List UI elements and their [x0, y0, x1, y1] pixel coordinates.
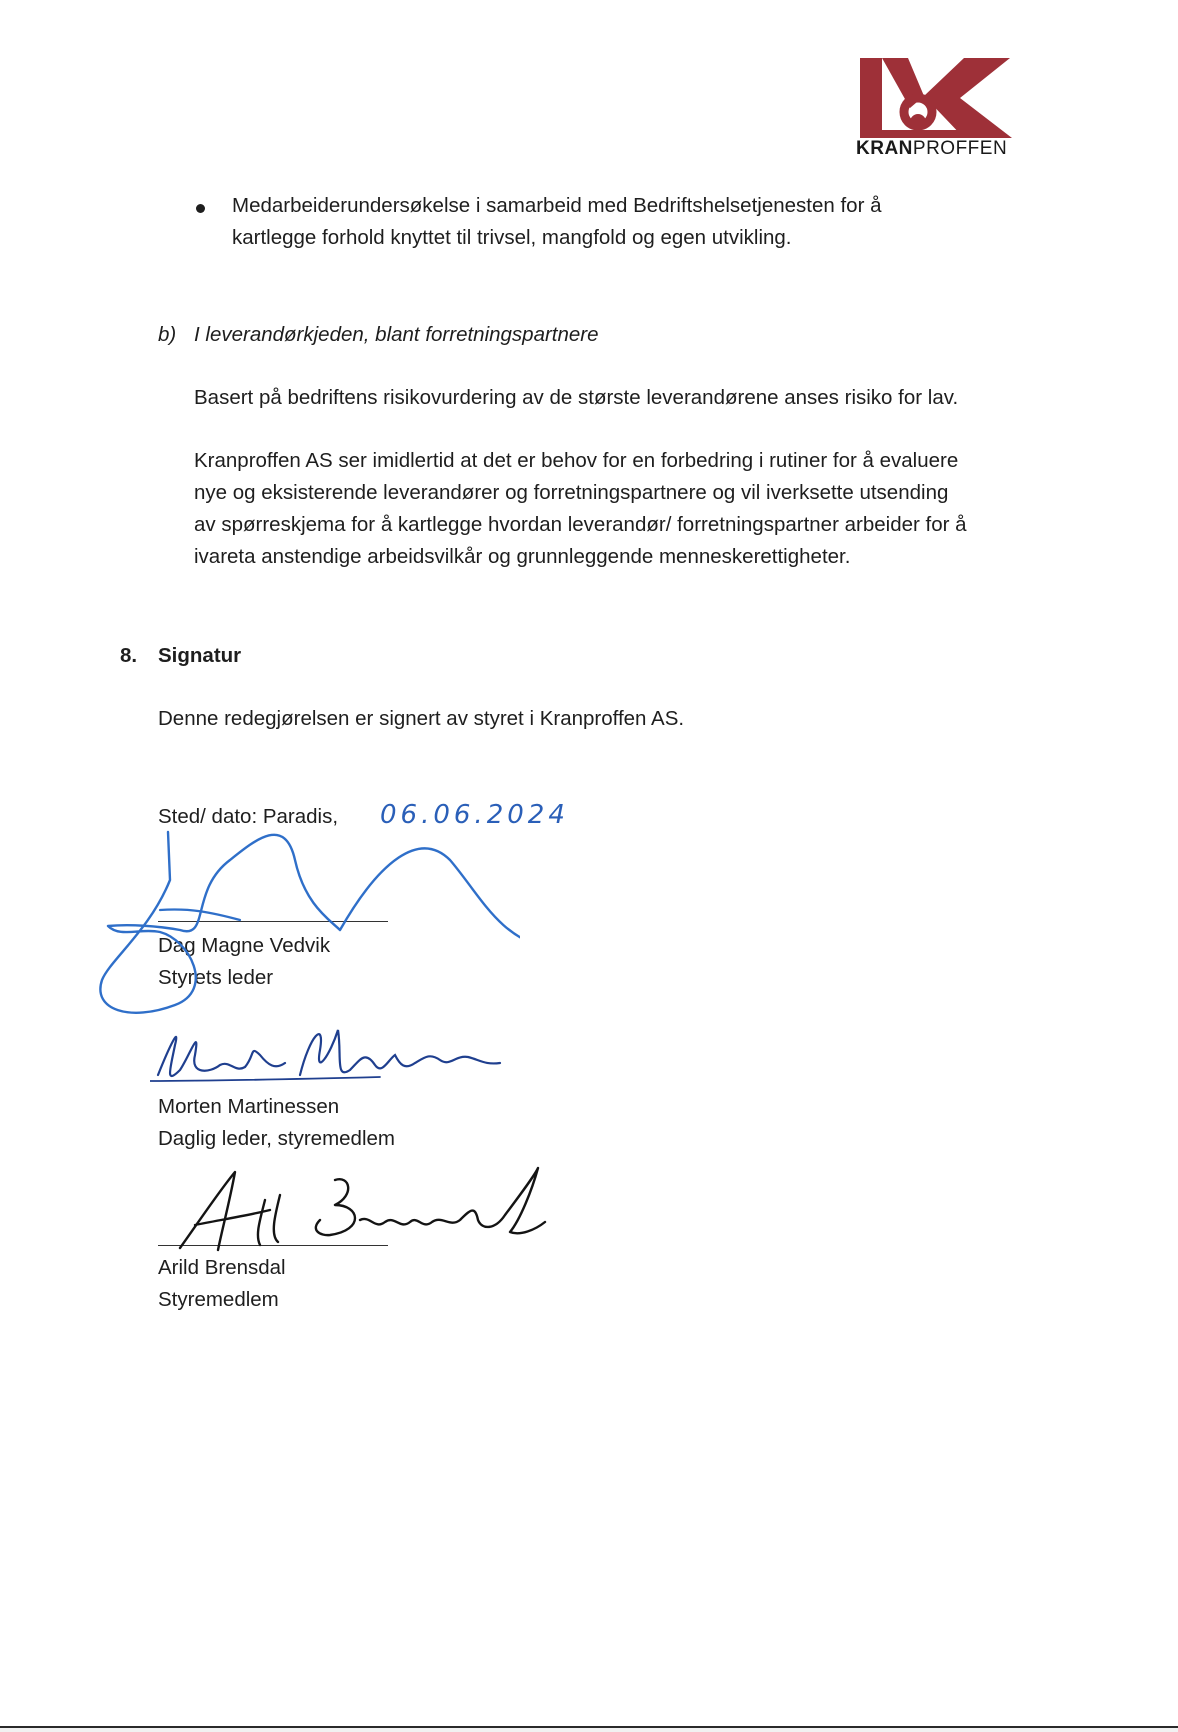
company-logo [856, 56, 1021, 164]
bullet-line-1: Medarbeiderundersøkelse i samarbeid med Bedriftshelsetjenesten for å [232, 194, 882, 217]
signature-morten-martinessen [150, 1015, 520, 1095]
section-b-paragraph-2-line-2: nye og eksisterende leverandører og forretningspartnere og vil iverksette utsending [194, 481, 949, 504]
handwritten-date: 06.06.2024 [380, 800, 569, 830]
signatory-3-role: Styremedlem [158, 1288, 279, 1311]
section-b-heading: I leverandørkjeden, blant forretningspartnere [194, 323, 599, 346]
bullet-line-2: kartlegge forhold knyttet til trivsel, mangfold og egen utvikling. [232, 226, 792, 249]
bullet-point [196, 204, 205, 213]
signature-statement: Denne redegjørelsen er signert av styret i Kranproffen AS. [158, 707, 685, 730]
section-b-marker: b) [158, 323, 177, 346]
signatory-1-role: Styrets leder [158, 966, 274, 989]
section-8-number: 8. [120, 644, 138, 667]
section-b-paragraph-1: Basert på bedriftens risikovurdering av de største leverandørene anses risiko for lav. [194, 386, 959, 409]
signature-line-1 [158, 921, 388, 922]
section-b-paragraph-2-line-4: ivareta anstendige arbeidsvilkår og grunnleggende menneskerettigheter. [194, 545, 851, 568]
section-b-paragraph-2-line-3: av spørreskjema for å kartlegge hvordan leverandør/ forretningspartner arbeider for å [194, 513, 967, 536]
section-b-paragraph-2-line-1: Kranproffen AS ser imidlertid at det er behov for en forbedring i rutiner for å evaluere [194, 449, 959, 472]
signature-dag-magne-vedvik [80, 820, 520, 1020]
kranproffen-logo-icon [860, 56, 1020, 138]
section-8-title: Signatur [158, 644, 242, 667]
place-date-label: Sted/ dato: Paradis, [158, 805, 339, 828]
signatory-2-name: Morten Martinessen [158, 1095, 340, 1118]
signatory-3-name: Arild Brensdal [158, 1256, 286, 1279]
signatory-1-name: Dag Magne Vedvik [158, 934, 331, 957]
signatory-2-role: Daglig leder, styremedlem [158, 1127, 395, 1150]
logo-wordmark: KRANPROFFEN [856, 138, 1008, 159]
signature-line-3 [158, 1245, 388, 1246]
